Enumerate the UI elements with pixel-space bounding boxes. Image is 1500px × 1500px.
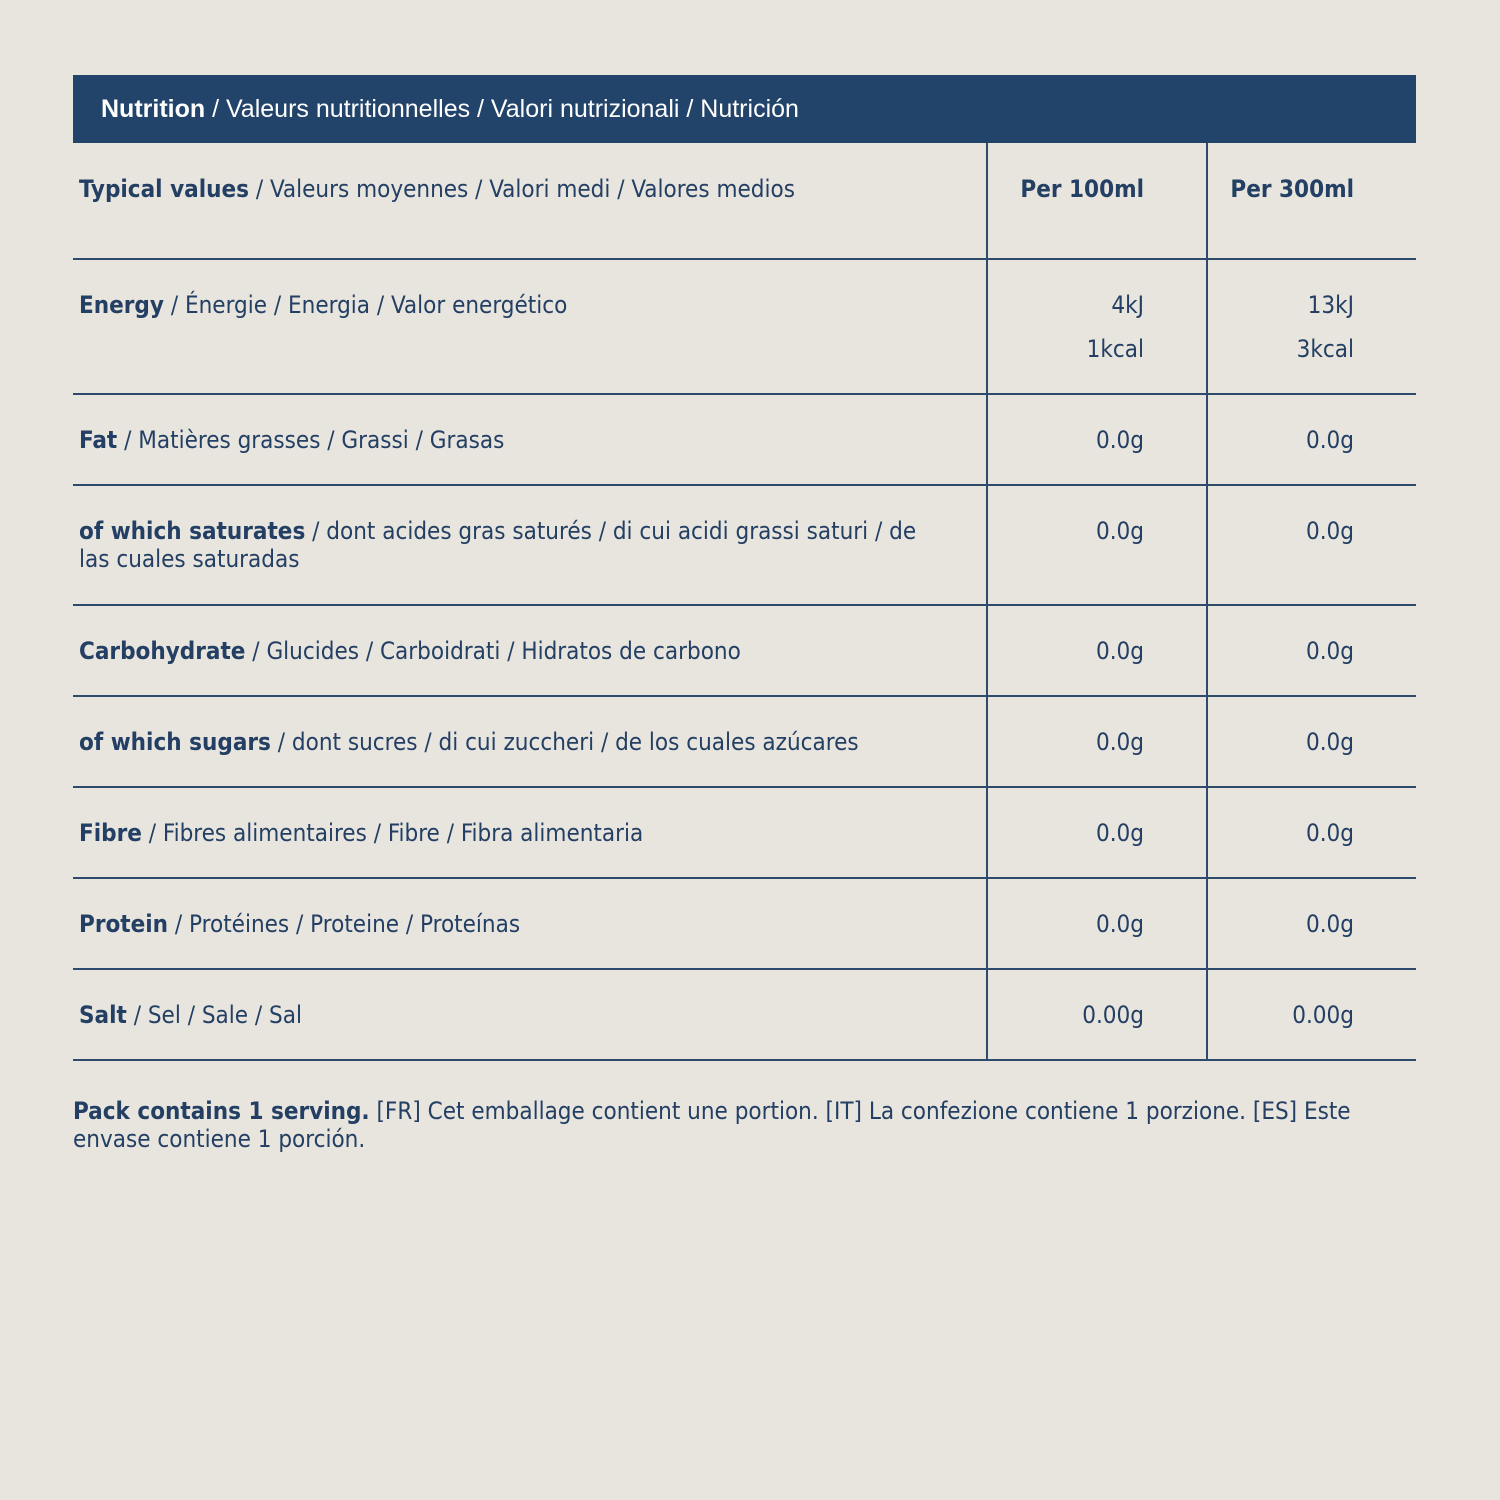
energy-kj-per100: 4kJ xyxy=(1111,291,1144,319)
value-per100: 0.0g xyxy=(987,394,1207,485)
row-label-rest: / dont sucres / di cui zuccheri / de los cuales azúcares xyxy=(270,728,859,756)
value-per100: 0.0g xyxy=(987,696,1207,787)
value-per300: 0.0g xyxy=(1207,394,1416,485)
serving-note-bold: Pack contains 1 serving. xyxy=(73,1097,370,1125)
value-per300: 0.0g xyxy=(1207,696,1416,787)
value-per100: 0.0g xyxy=(987,787,1207,878)
row-label xyxy=(73,605,987,696)
serving-note-rest: [FR] Cet emballage contient une portion. [IT] La confezione contiene 1 porzione. [ES] Este envase contiene 1 porción. xyxy=(73,1097,1351,1153)
row-label xyxy=(73,969,987,1060)
typical-values-label xyxy=(73,143,987,259)
row-label-rest: / dont acides gras saturés / di cui acidi grassi saturi / de las cuales saturadas xyxy=(79,517,917,573)
row-label-bold: Protein xyxy=(79,910,169,938)
row-label-rest: / Fibres alimentaires / Fibre / Fibra alimentaria xyxy=(141,819,644,847)
table-header-row xyxy=(73,143,1416,259)
typical-values-rest: / Valeurs moyennes / Valori medi / Valores medios xyxy=(249,175,795,203)
value-per100: 0.0g xyxy=(987,878,1207,969)
row-label xyxy=(73,696,987,787)
row-label-bold: Fat xyxy=(79,426,118,454)
nutrition-table xyxy=(73,143,1416,1061)
energy-kj-per300: 13kJ xyxy=(1307,291,1354,319)
row-label-bold: Salt xyxy=(79,1001,127,1029)
row-label-bold: of which saturates xyxy=(79,517,306,545)
value-per100 xyxy=(987,259,1207,394)
row-label xyxy=(73,787,987,878)
row-label-bold: Fibre xyxy=(79,819,142,847)
row-label-bold: Carbohydrate xyxy=(79,637,246,665)
serving-note xyxy=(73,1097,1416,1153)
value-per300: 0.0g xyxy=(1207,605,1416,696)
row-label-rest: / Sel / Sale / Sal xyxy=(126,1001,302,1029)
value-per300 xyxy=(1207,259,1416,394)
table-row-carbohydrate xyxy=(73,605,1416,696)
value-per100: 0.0g xyxy=(987,485,1207,605)
row-label-rest: / Protéines / Proteine / Proteínas xyxy=(168,910,521,938)
nutrition-panel xyxy=(73,75,1416,1061)
table-row-salt xyxy=(73,969,1416,1060)
table-row-protein xyxy=(73,878,1416,969)
value-per300: 0.0g xyxy=(1207,485,1416,605)
row-label xyxy=(73,259,987,394)
value-per300: 0.00g xyxy=(1207,969,1416,1060)
table-row-fat xyxy=(73,394,1416,485)
row-label-rest: / Matières grasses / Grassi / Grasas xyxy=(117,426,505,454)
header-title-bold: Nutrition xyxy=(101,95,206,123)
nutrition-header xyxy=(73,75,1416,143)
typical-values-bold: Typical values xyxy=(79,175,249,203)
energy-kcal-per100: 1kcal xyxy=(1086,335,1144,363)
table-row-fibre xyxy=(73,787,1416,878)
value-per300: 0.0g xyxy=(1207,787,1416,878)
header-title-rest: / Valeurs nutritionnelles / Valori nutrizionali / Nutrición xyxy=(205,95,799,123)
row-label xyxy=(73,394,987,485)
col-header-per100: Per 100ml xyxy=(987,143,1207,259)
row-label-rest: / Glucides / Carboidrati / Hidratos de carbono xyxy=(245,637,741,665)
value-per100: 0.00g xyxy=(987,969,1207,1060)
energy-kcal-per300: 3kcal xyxy=(1296,335,1354,363)
row-label-rest: / Énergie / Energia / Valor energético xyxy=(163,291,568,319)
row-label xyxy=(73,878,987,969)
row-label xyxy=(73,485,987,605)
value-per300: 0.0g xyxy=(1207,878,1416,969)
table-row-saturates xyxy=(73,485,1416,605)
col-header-per300: Per 300ml xyxy=(1207,143,1416,259)
value-per100: 0.0g xyxy=(987,605,1207,696)
row-label-bold: Energy xyxy=(79,291,164,319)
table-row-sugars xyxy=(73,696,1416,787)
row-label-bold: of which sugars xyxy=(79,728,271,756)
table-row-energy xyxy=(73,259,1416,394)
